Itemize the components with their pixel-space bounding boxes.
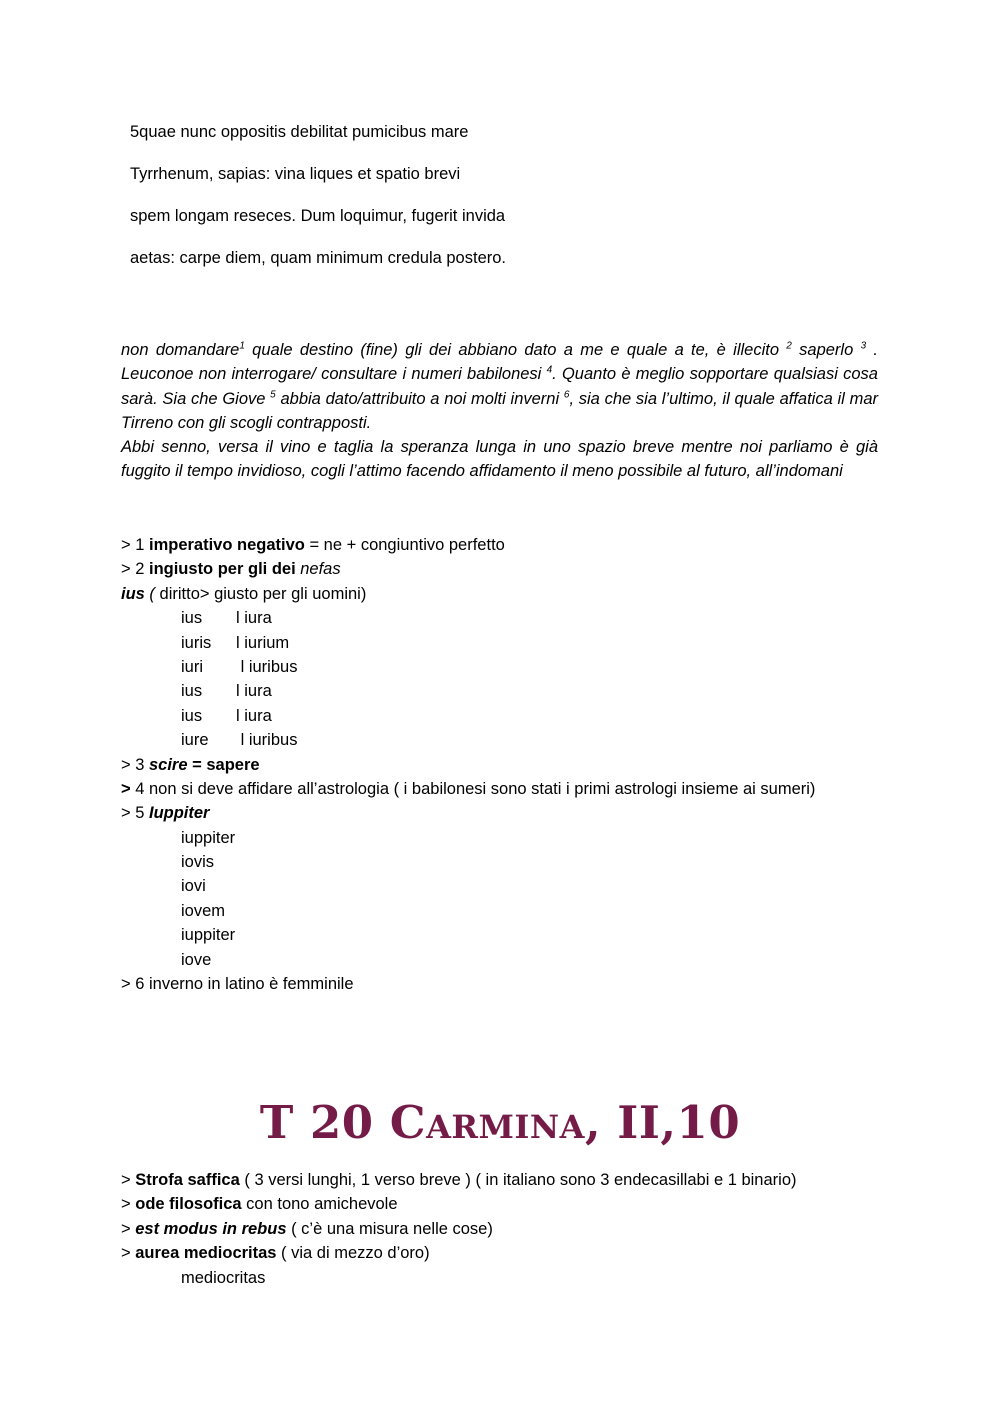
declension-form: iove	[181, 950, 212, 969]
declension-form: iuppiter	[181, 926, 236, 945]
section-note-3: > est modus in rebus ( c’è una misura nelle cose)	[121, 1219, 493, 1238]
section-note-4: > aurea mediocritas ( via di mezzo d’oro)	[121, 1244, 430, 1263]
section-note-1: > Strofa saffica ( 3 versi lunghi, 1 verso breve ) ( in italiano sono 3 endecasillabi e 1 binario)	[121, 1171, 797, 1189]
note-5: > 5 Iuppiter	[121, 804, 210, 823]
declension-row: ius l iura	[181, 706, 272, 725]
declension-row: ius l iura	[181, 682, 272, 701]
notes-list	[121, 533, 878, 996]
note-1: > 1 imperativo negativo = ne + congiuntivo perfetto	[121, 536, 505, 554]
note-4: > 4 non si deve affidare all’astrologia ( i babilonesi sono stati i primi astrologi insieme ai sumeri)	[121, 779, 816, 798]
section-note-5: mediocritas	[181, 1268, 266, 1287]
note-6: > 6 inverno in latino è femminile	[121, 975, 354, 994]
section-notes	[121, 1168, 891, 1290]
section-title: T 20 Carmina, II,10	[259, 1096, 741, 1149]
verse-line: spem longam reseces. Dum loquimur, fugerit invida	[130, 207, 506, 225]
declension-form: iovi	[181, 877, 206, 896]
declension-row: iuri l iuribus	[181, 657, 298, 676]
translation-paragraph-1: non domandare$^1$ quale destino (fine) gli dei abbiano dato a me e quale a te, è illecito $^2$ saperlo $^3$ . Leuconoe non interrogare/ consultare i numeri babilonesi $^4$. Quanto è meglio sopportare qualsiasi cosa sarà. Sia che Giove $^5$ abbia dato/attribuito a noi molti inverni $^6$, sia che sia l’ultimo, il quale affatica il mar Tirreno con gli scogli contrapposti.	[121, 340, 879, 432]
declension-form: iovem	[181, 901, 226, 920]
verse-line: Tyrrhenum, sapias: vina liques et spatio brevi	[130, 165, 461, 183]
declension-row: iuris l iurium	[181, 633, 290, 652]
declension-row: ius l iura	[181, 609, 272, 628]
translation	[121, 338, 878, 484]
note-3: > 3 scire = sapere	[121, 755, 260, 774]
note-ius: ius ( diritto> giusto per gli uomini)	[121, 584, 367, 603]
declension-row: iure l iuribus	[181, 731, 298, 750]
verse-line: aetas: carpe diem, quam minimum credula postero.	[130, 249, 507, 267]
verse-line: 5quae nunc oppositis debilitat pumicibus mare	[130, 123, 469, 141]
section-note-2: > ode filosofica con tono amichevole	[121, 1195, 398, 1214]
declension-form: iovis	[181, 853, 215, 872]
translation-paragraph-2: Abbi senno, versa il vino e taglia la speranza lunga in uno spazio breve mentre noi parliamo è già fuggito il tempo invidioso, cogli l’attimo facendo affidamento il meno possibile al futuro, all’indomani	[121, 438, 878, 481]
declension-form: iuppiter	[181, 828, 236, 847]
note-2: > 2 ingiusto per gli dei nefas	[121, 560, 341, 579]
